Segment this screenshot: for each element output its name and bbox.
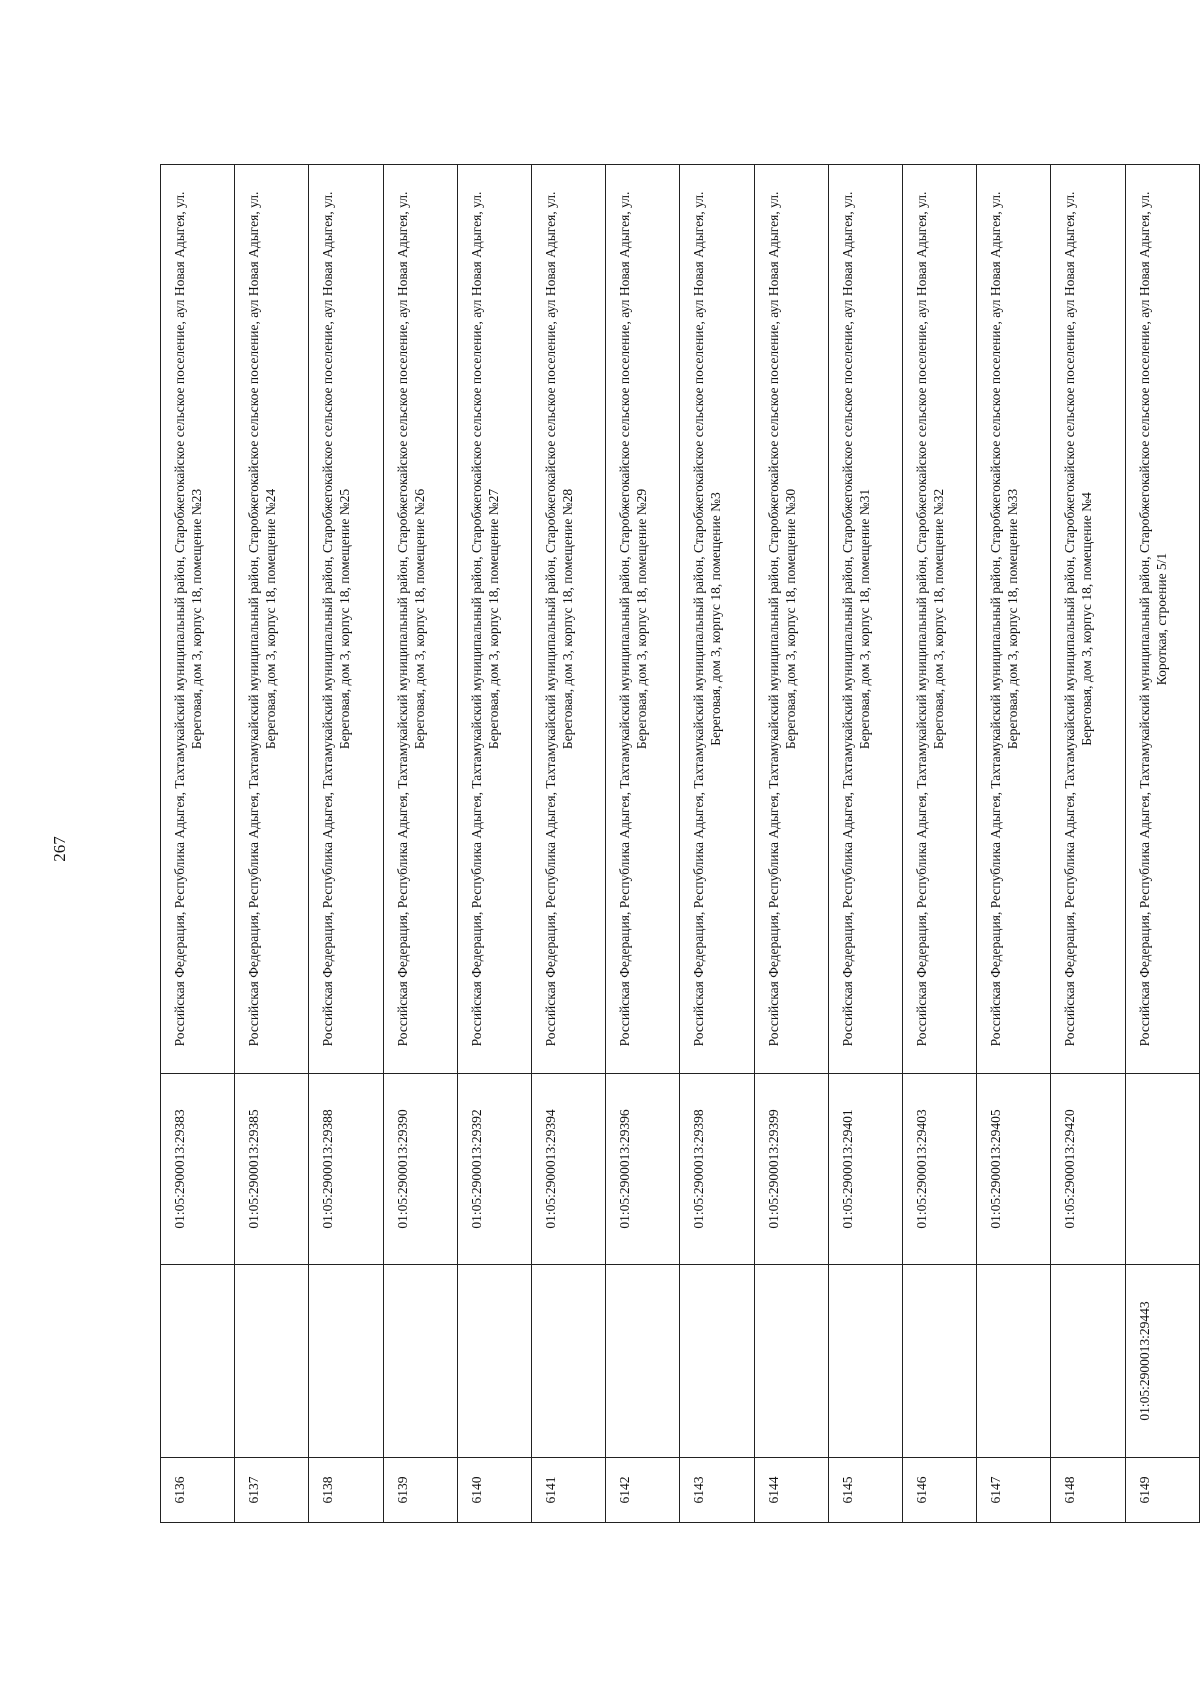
parent-cadastral-number-cell: 01:05:2900013:29405 xyxy=(977,1074,1051,1265)
row-number-cell: 6146 xyxy=(903,1458,977,1523)
cadastral-number-cell xyxy=(309,1265,383,1458)
parent-cadastral-number-cell: 01:05:2900013:29394 xyxy=(532,1074,606,1265)
parent-cadastral-number-cell: 01:05:2900013:29383 xyxy=(161,1074,235,1265)
table-row xyxy=(828,165,902,1523)
parent-cadastral-number-cell: 01:05:2900013:29420 xyxy=(1051,1074,1125,1265)
cadastral-number-cell xyxy=(1051,1265,1125,1458)
row-number-cell: 6147 xyxy=(977,1458,1051,1523)
cadastral-number-cell xyxy=(383,1265,457,1458)
address-cell: Российская Федерация, Республика Адыгея, Тахтамукайский муниципальный район, Старобжегокайское сельское поселение, аул Новая Адыгея, ул. Береговая, дом 3, корпус 18, помещение №30 xyxy=(754,165,828,1074)
cadastral-number-cell xyxy=(606,1265,680,1458)
row-number-cell: 6140 xyxy=(457,1458,531,1523)
table-row xyxy=(754,165,828,1523)
cadastral-number-cell xyxy=(977,1265,1051,1458)
address-cell: Российская Федерация, Республика Адыгея, Тахтамукайский муниципальный район, Старобжегокайское сельское поселение, аул Новая Адыгея, ул. Береговая, дом 3, корпус 18, помещение №32 xyxy=(903,165,977,1074)
row-number-cell: 6138 xyxy=(309,1458,383,1523)
parent-cadastral-number-cell xyxy=(1125,1074,1199,1265)
row-number-cell: 6141 xyxy=(532,1458,606,1523)
table-row xyxy=(606,165,680,1523)
table-row xyxy=(1125,165,1199,1523)
registry-table-wrapper xyxy=(160,165,1200,1523)
table-row xyxy=(235,165,309,1523)
parent-cadastral-number-cell: 01:05:2900013:29401 xyxy=(828,1074,902,1265)
parent-cadastral-number-cell: 01:05:2900013:29396 xyxy=(606,1074,680,1265)
registry-table-body xyxy=(161,165,1200,1523)
address-cell: Российская Федерация, Республика Адыгея, Тахтамукайский муниципальный район, Старобжегокайское сельское поселение, аул Новая Адыгея, ул. Береговая, дом 3, корпус 18, помещение №23 xyxy=(161,165,235,1074)
address-cell: Российская Федерация, Республика Адыгея, Тахтамукайский муниципальный район, Старобжегокайское сельское поселение, аул Новая Адыгея, ул. Береговая, дом 3, корпус 18, помещение №3 xyxy=(680,165,754,1074)
address-cell: Российская Федерация, Республика Адыгея, Тахтамукайский муниципальный район, Старобжегокайское сельское поселение, аул Новая Адыгея, ул. Береговая, дом 3, корпус 18, помещение №29 xyxy=(606,165,680,1074)
address-cell: Российская Федерация, Республика Адыгея, Тахтамукайский муниципальный район, Старобжегокайское сельское поселение, аул Новая Адыгея, ул. Береговая, дом 3, корпус 18, помещение №25 xyxy=(309,165,383,1074)
cadastral-number-cell xyxy=(161,1265,235,1458)
address-cell: Российская Федерация, Республика Адыгея, Тахтамукайский муниципальный район, Старобжегокайское сельское поселение, аул Новая Адыгея, ул. Береговая, дом 3, корпус 18, помещение №28 xyxy=(532,165,606,1074)
table-row xyxy=(1051,165,1125,1523)
parent-cadastral-number-cell: 01:05:2900013:29403 xyxy=(903,1074,977,1265)
row-number-cell: 6137 xyxy=(235,1458,309,1523)
table-row xyxy=(383,165,457,1523)
row-number-cell: 6149 xyxy=(1125,1458,1199,1523)
table-row xyxy=(457,165,531,1523)
row-number-cell: 6142 xyxy=(606,1458,680,1523)
address-cell: Российская Федерация, Республика Адыгея, Тахтамукайский муниципальный район, Старобжегокайское сельское поселение, аул Новая Адыгея, ул. Береговая, дом 3, корпус 18, помещение №33 xyxy=(977,165,1051,1074)
cadastral-number-cell xyxy=(532,1265,606,1458)
table-row xyxy=(680,165,754,1523)
row-number-cell: 6136 xyxy=(161,1458,235,1523)
table-row xyxy=(903,165,977,1523)
address-cell: Российская Федерация, Республика Адыгея, Тахтамукайский муниципальный район, Старобжегокайское сельское поселение, аул Новая Адыгея, ул. Береговая, дом 3, корпус 18, помещение №4 xyxy=(1051,165,1125,1074)
parent-cadastral-number-cell: 01:05:2900013:29385 xyxy=(235,1074,309,1265)
table-row xyxy=(977,165,1051,1523)
cadastral-number-cell xyxy=(903,1265,977,1458)
address-cell: Российская Федерация, Республика Адыгея, Тахтамукайский муниципальный район, Старобжегокайское сельское поселение, аул Новая Адыгея, ул. Береговая, дом 3, корпус 18, помещение №27 xyxy=(457,165,531,1074)
cadastral-number-cell xyxy=(457,1265,531,1458)
address-cell: Российская Федерация, Республика Адыгея, Тахтамукайский муниципальный район, Старобжегокайское сельское поселение, аул Новая Адыгея, ул. Береговая, дом 3, корпус 18, помещение №31 xyxy=(828,165,902,1074)
table-row xyxy=(309,165,383,1523)
address-cell: Российская Федерация, Республика Адыгея, Тахтамукайский муниципальный район, Старобжегокайское сельское поселение, аул Новая Адыгея, ул. Береговая, дом 3, корпус 18, помещение №24 xyxy=(235,165,309,1074)
registry-table xyxy=(160,164,1200,1523)
cadastral-number-cell: 01:05:2900013:29443 xyxy=(1125,1265,1199,1458)
page-number: 267 xyxy=(50,836,69,862)
row-number-cell: 6145 xyxy=(828,1458,902,1523)
row-number-cell: 6148 xyxy=(1051,1458,1125,1523)
parent-cadastral-number-cell: 01:05:2900013:29398 xyxy=(680,1074,754,1265)
row-number-cell: 6143 xyxy=(680,1458,754,1523)
parent-cadastral-number-cell: 01:05:2900013:29399 xyxy=(754,1074,828,1265)
parent-cadastral-number-cell: 01:05:2900013:29392 xyxy=(457,1074,531,1265)
table-row xyxy=(532,165,606,1523)
address-cell: Российская Федерация, Республика Адыгея, Тахтамукайский муниципальный район, Старобжегокайское сельское поселение, аул Новая Адыгея, ул. Береговая, дом 3, корпус 18, помещение №26 xyxy=(383,165,457,1074)
address-cell: Российская Федерация, Республика Адыгея, Тахтамукайский муниципальный район, Старобжегокайское сельское поселение, аул Новая Адыгея, ул. Короткая, строение 5/1 xyxy=(1125,165,1199,1074)
parent-cadastral-number-cell: 01:05:2900013:29390 xyxy=(383,1074,457,1265)
cadastral-number-cell xyxy=(754,1265,828,1458)
table-row xyxy=(161,165,235,1523)
row-number-cell: 6144 xyxy=(754,1458,828,1523)
cadastral-number-cell xyxy=(680,1265,754,1458)
cadastral-number-cell xyxy=(235,1265,309,1458)
parent-cadastral-number-cell: 01:05:2900013:29388 xyxy=(309,1074,383,1265)
cadastral-number-cell xyxy=(828,1265,902,1458)
row-number-cell: 6139 xyxy=(383,1458,457,1523)
